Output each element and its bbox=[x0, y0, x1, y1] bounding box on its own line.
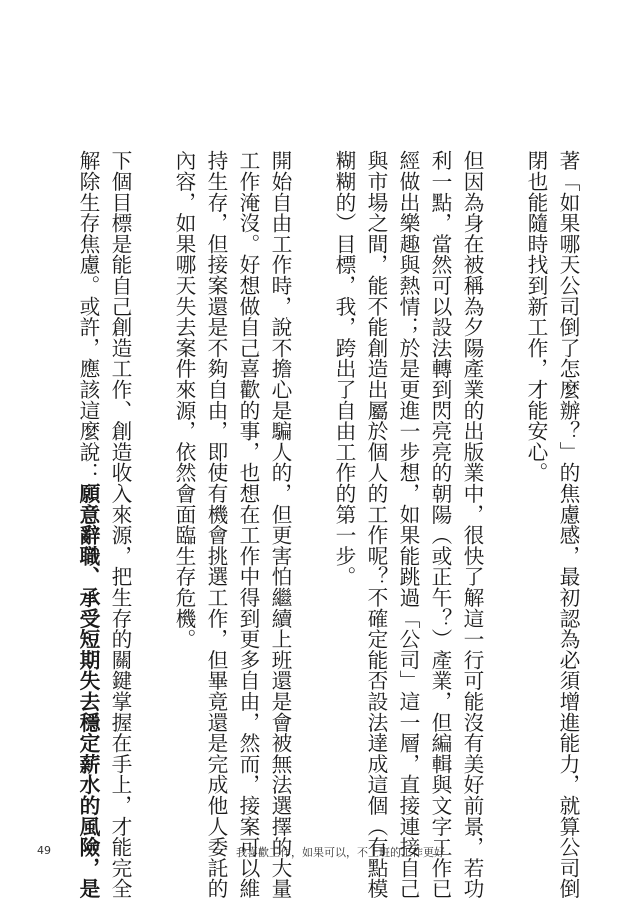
text-column: 工作淹沒。好想做自己喜歡的事，也想在工作中得到更多自由，然而，接案可以維 bbox=[236, 150, 260, 899]
text-column: 與市場之間，能不能創造出屬於個人的工作呢？不確定能否設法達成這個（有點模 bbox=[364, 150, 388, 899]
text-column: 下個目標是能自己創造工作、創造收入來源，把生存的關鍵掌握在手上，才能完全 bbox=[108, 150, 132, 899]
page-number: 49 bbox=[37, 844, 51, 857]
text-column: 著「如果哪天公司倒了怎麼辦？」的焦慮感，最初認為必須增進能力，就算公司倒 bbox=[556, 150, 580, 899]
text-column: 開始自由工作時，說不擔心是騙人的，但更害怕繼續上班還是會被無法選擇的大量 bbox=[268, 150, 292, 899]
text-column: 經做出樂趣與熱情；於是更進一步想，如果能跳過「公司」這一層，直接連接自己 bbox=[396, 150, 420, 899]
bold-emphasis: 願意辭職、承受短期失去穩定薪水的風險，是 bbox=[76, 482, 100, 899]
text-column: 解除生存焦慮。或許，應該這麼說：願意辭職、承受短期失去穩定薪水的風險，是 bbox=[76, 150, 100, 899]
text-column: 但因為身在被稱為夕陽產業的出版業中，很快了解這一行可能沒有美好前景，若功 bbox=[460, 150, 484, 899]
text-column: 持生存，但接案還是不夠自由，即使有機會挑選工作，但畢竟還是完成他人委託的 bbox=[204, 150, 228, 899]
text-column: 內容，如果哪天失去案件來源，依然會面臨生存危機。 bbox=[172, 150, 196, 650]
text-column: 利一點，當然可以設法轉到閃亮亮的朝陽（或正午？）產業，但編輯與文字工作已 bbox=[428, 150, 452, 899]
text-column: 糊糊的）目標，我，跨出了自由工作的第一步。 bbox=[332, 150, 356, 587]
text-column: 閉也能隨時找到新工作，才能安心。 bbox=[524, 150, 548, 483]
running-title: 我喜歡工作，如果可以，不上班的工作更好 bbox=[236, 846, 445, 859]
